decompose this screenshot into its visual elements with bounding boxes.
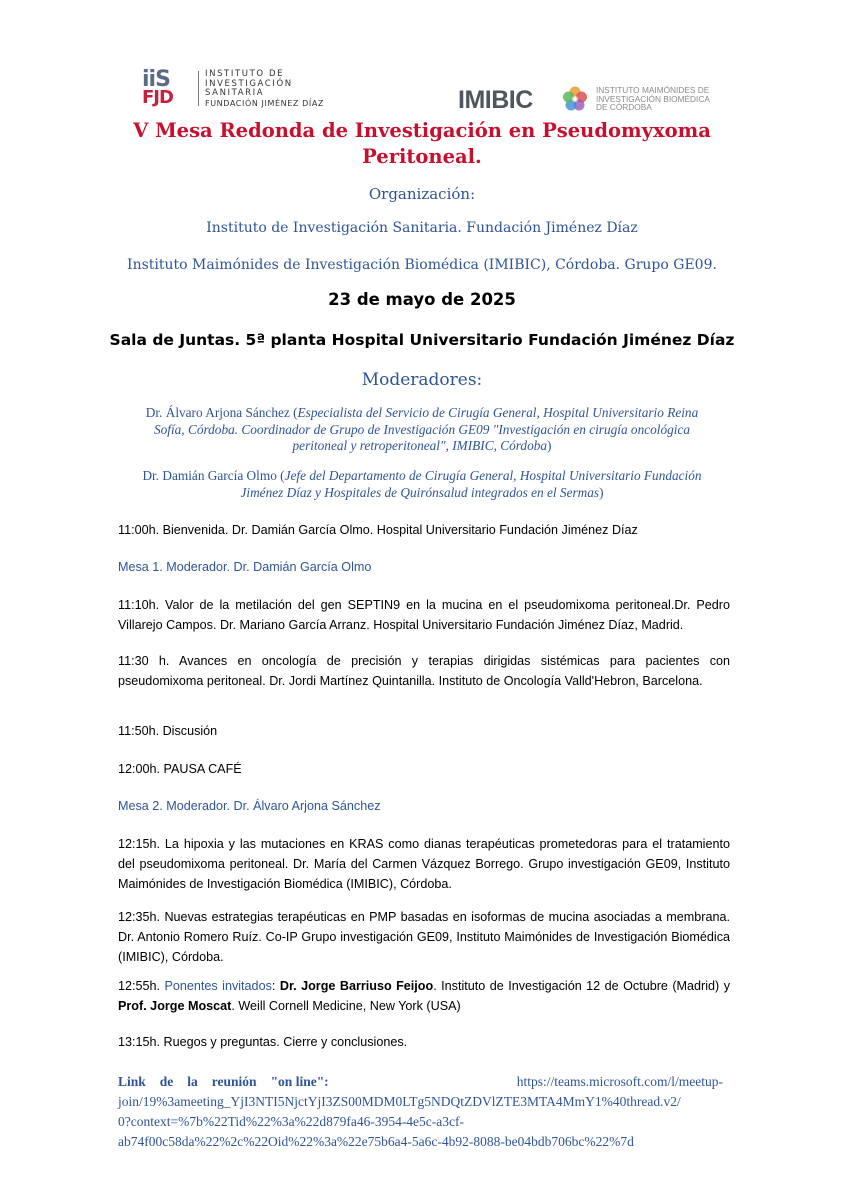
moderator-description: Jiménez Díaz y Hospitales de Quirónsalud integrados en el Sermas xyxy=(240,484,600,500)
program-item: 11:00h. Bienvenida. Dr. Damián García Olmo. Hospital Universitario Fundación Jiménez Díaz xyxy=(118,523,638,537)
program-item: 12:35h. Nuevas estrategias terapéuticas en PMP basadas en isoformas de mucina asociadas a membrana. Dr. Antonio Romero Ruíz. Co-IP Grupo investigación GE09, Instituto Maimónides de Investigación Biomédica (IMIBIC), Córdoba. xyxy=(118,910,730,964)
moderator-name: Dr. Damián García Olmo ( xyxy=(142,468,285,483)
iis-logo-line: INVESTIGACIÓN xyxy=(205,78,293,89)
imibic-logo-line: INVESTIGACIÓN BIOMÉDICA xyxy=(596,93,710,104)
program-item: 11:10h. Valor de la metilación del gen SEPTIN9 en la mucina en el pseudomixoma peritoneal.Dr. Pedro Villarejo Campos. Dr. Mariano García Arranz. Hospital Universitario Fundación Jiménez Díaz, Madrid. xyxy=(118,598,730,632)
moderators-heading: Moderadores: xyxy=(361,370,483,390)
imibic-wordmark: IMIBIC xyxy=(458,86,533,114)
meeting-link-url[interactable]: join/19%3ameeting_YjI3NTI5NjctYjI3ZS00MDM0LTg5NDQtZDVlZTE3MTA4MmY1%40thread.v2/ xyxy=(118,1094,681,1109)
mesa-heading: Mesa 1. Moderador. Dr. Damián García Olmo xyxy=(118,560,372,574)
moderator-close-paren: ) xyxy=(547,438,552,454)
iis-logo-line: FUNDACIÓN JIMÉNEZ DÍAZ xyxy=(205,98,324,108)
meeting-link-label: Link de la reunión "on line": xyxy=(118,1074,329,1089)
program-time: 12:55h. xyxy=(118,979,165,993)
invited-institution: . Instituto de Investigación 12 de Octubre (Madrid) y xyxy=(433,979,731,993)
moderator-close-paren: ) xyxy=(599,484,604,500)
moderator-description: Sofía, Córdoba. Coordinador de Grupo de Investigación GE09 "Investigación en cirugía oncológica xyxy=(153,421,691,437)
meeting-link-url[interactable]: https://teams.microsoft.com/l/meetup- xyxy=(516,1074,723,1089)
program-item-invited xyxy=(118,976,730,1016)
imibic-logo-text xyxy=(596,86,710,112)
organization-line: Instituto Maimónides de Investigación Biomédica (IMIBIC), Córdoba. Grupo GE09. xyxy=(127,257,717,273)
program-item: 12:00h. PAUSA CAFÉ xyxy=(118,762,242,776)
event-date: 23 de mayo de 2025 xyxy=(328,290,516,309)
iis-logo-line: INSTITUTO DE xyxy=(205,69,285,79)
invited-speakers-label: Ponentes invitados xyxy=(164,979,272,993)
iis-fjd-logo xyxy=(142,67,324,108)
program-item: 11:30 h. Avances en oncología de precisión y terapias dirigidas sistémicas para pacientes con pseudomixoma peritoneal. Dr. Jordi Martínez Quintanilla. Instituto de Oncología Valld'Hebron, Barcelona. xyxy=(118,654,730,688)
iis-mark-top: iiS xyxy=(142,67,170,92)
program-item: 12:15h. La hipoxia y las mutaciones en KRAS como dianas terapéuticas prometedoras para el tratamiento del pseudomixoma peritoneal. Dr. María del Carmen Vázquez Borrego. Grupo investigación GE09, Instituto Maimónides de Investigación Biomédica (IMIBIC), Córdoba. xyxy=(118,837,730,891)
invited-institution: . Weill Cornell Medicine, New York (USA) xyxy=(231,999,461,1013)
organization-line: Instituto de Investigación Sanitaria. Fundación Jiménez Díaz xyxy=(206,220,638,236)
organization-heading: Organización: xyxy=(368,185,476,203)
moderator-entry xyxy=(118,468,726,501)
meeting-link-url[interactable]: 0?context=%7b%22Tid%22%3a%22d879fa46-3954-4e5c-a3cf- xyxy=(118,1114,465,1129)
logo-divider xyxy=(198,71,199,106)
title-line: Peritoneal. xyxy=(362,145,482,168)
page-title xyxy=(0,118,844,170)
title-line: V Mesa Redonda de Investigación en Pseudomyxoma xyxy=(133,119,711,142)
moderator-description: Jefe del Departamento de Cirugía General, Hospital Universitario Fundación xyxy=(284,468,702,483)
imibic-logo-line: DE CÓRDOBA xyxy=(596,102,652,113)
meeting-link-block xyxy=(118,1072,723,1152)
iis-logo-line: SANITARIA xyxy=(205,88,265,98)
invited-speaker: Prof. Jorge Moscat xyxy=(118,999,232,1013)
moderator-description: peritoneal y retroperitoneal", IMIBIC, Córdoba xyxy=(292,438,548,454)
program-item: 11:50h. Discusión xyxy=(118,724,218,738)
imibic-logo-line: INSTITUTO MAIMÓNIDES DE xyxy=(596,85,710,95)
imibic-logo xyxy=(458,82,738,116)
mesa-heading: Mesa 2. Moderador. Dr. Álvaro Arjona Sánchez xyxy=(118,799,381,813)
invited-speaker: Dr. Jorge Barriuso Feijoo xyxy=(279,979,434,993)
iis-fjd-mark xyxy=(142,67,200,108)
moderator-description: Especialista del Servicio de Cirugía General, Hospital Universitario Reina xyxy=(297,405,699,420)
iis-mark-bottom: FJD xyxy=(142,87,173,108)
event-venue: Sala de Juntas. 5ª planta Hospital Universitario Fundación Jiménez Díaz xyxy=(109,331,735,349)
meeting-link-url[interactable]: ab74f00c58da%22%2c%22Oid%22%3a%22e75b6a4-5a6c-4b92-8088-be04bdb706bc%22%7d xyxy=(118,1134,634,1149)
imibic-flower-icon xyxy=(562,86,588,112)
invited-colon: : xyxy=(271,979,280,993)
moderator-entry xyxy=(118,405,726,455)
iis-logo-text xyxy=(205,70,324,108)
moderator-name: Dr. Álvaro Arjona Sánchez ( xyxy=(145,405,298,420)
program-item: 13:15h. Ruegos y preguntas. Cierre y conclusiones. xyxy=(118,1035,408,1049)
